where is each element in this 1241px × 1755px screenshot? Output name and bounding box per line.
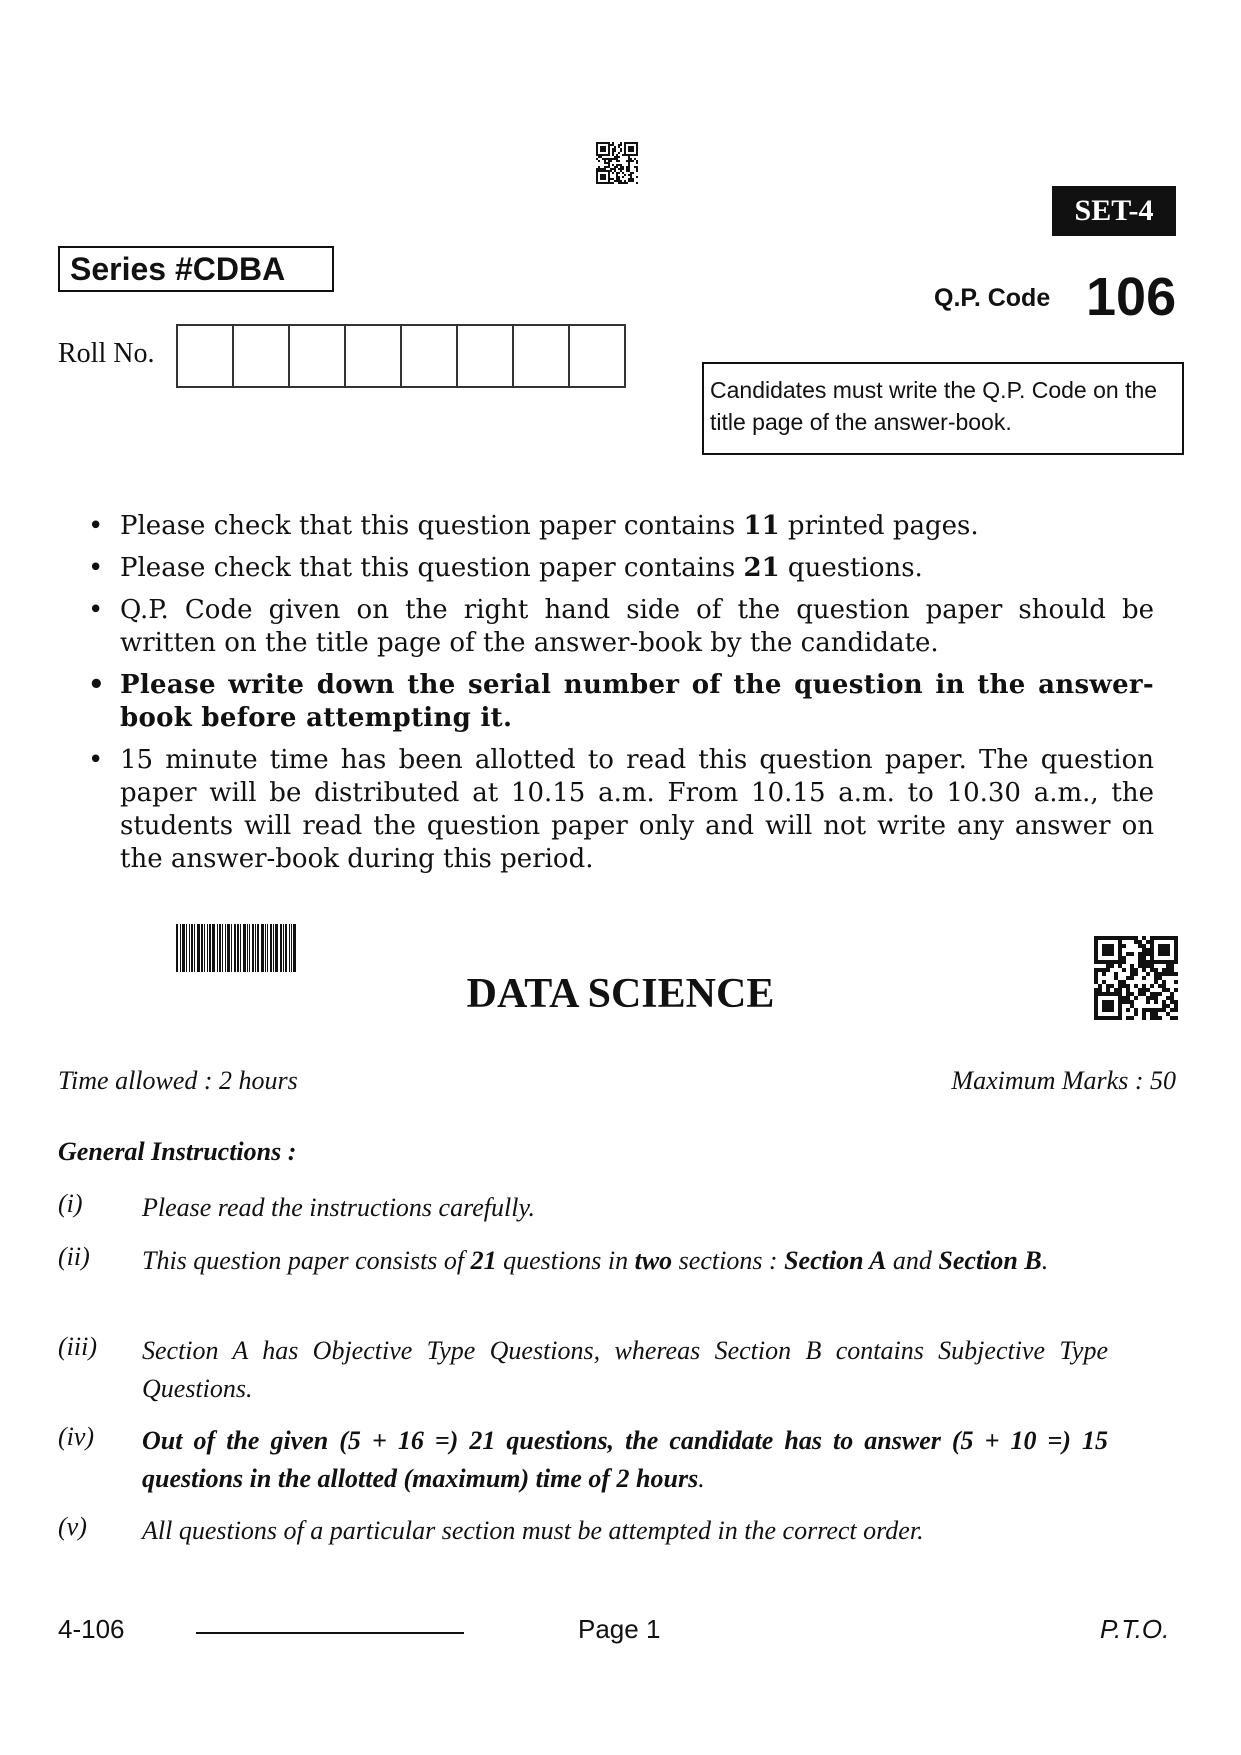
- instruction-text-part: two: [634, 1246, 673, 1275]
- series-label: Series #CDBA: [58, 246, 334, 292]
- maximum-marks: Maximum Marks : 50: [951, 1066, 1176, 1095]
- check-item: • Please write down the serial number of the question in the answer-book before attempting it.: [84, 669, 1154, 735]
- instruction-number: (iii): [58, 1332, 97, 1361]
- time-allowed: Time allowed : 2 hours: [58, 1066, 298, 1095]
- check-list: [84, 510, 1154, 885]
- instruction-text-part: Please read the instructions carefully.: [142, 1193, 536, 1222]
- instruction-number: (ii): [58, 1242, 90, 1271]
- instruction-number: (iv): [58, 1422, 95, 1451]
- instruction-number: (v): [58, 1512, 87, 1541]
- instruction-text-part: All questions of a particular section must be attempted in the correct order.: [142, 1516, 924, 1545]
- instruction-text-part: .: [1041, 1246, 1049, 1275]
- roll-number-label: Roll No.: [58, 338, 155, 369]
- footer-page-number: Page 1: [578, 1614, 661, 1644]
- check-item: • Please check that this question paper contains 11 printed pages.: [84, 510, 1154, 543]
- instruction-text: [142, 1422, 1108, 1498]
- roll-number-box[interactable]: [288, 324, 346, 388]
- instruction-text-part: Out of the given (5 + 16 =) 21 questions, the candidate has to answer (5 + 10 =) 15 questions in the allotted (maximum) time of 2 hours: [142, 1426, 1108, 1493]
- roll-number-box[interactable]: [456, 324, 514, 388]
- instruction-text-part: Section A has Objective Type Questions, whereas Section B contains Subjective Type Questions.: [142, 1336, 1108, 1403]
- instruction-text-part: .: [698, 1464, 705, 1493]
- barcode: [176, 924, 298, 972]
- roll-number-box[interactable]: [344, 324, 402, 388]
- instruction-text-part: sections :: [672, 1246, 785, 1275]
- footer-code: 4-106: [58, 1614, 125, 1644]
- set-badge: SET-4: [1052, 186, 1176, 236]
- roll-number-box[interactable]: [232, 324, 290, 388]
- roll-number-boxes: [178, 324, 626, 388]
- instruction-text-part: Section B: [938, 1246, 1042, 1275]
- instruction-text-part: This question paper consists of: [142, 1246, 471, 1275]
- qp-code-note: Candidates must write the Q.P. Code on the title page of the answer-book.: [702, 362, 1184, 455]
- roll-number-box[interactable]: [176, 324, 234, 388]
- instruction-text: [142, 1242, 1108, 1280]
- instruction-text-part: Section A: [784, 1246, 887, 1275]
- qr-code-top: [596, 142, 638, 184]
- subject-title: DATA SCIENCE: [466, 971, 775, 1017]
- instruction-text-part: and: [886, 1246, 939, 1275]
- instruction-number: (i): [58, 1189, 83, 1218]
- footer-pto: P.T.O.: [1100, 1614, 1170, 1644]
- instruction-text: [142, 1332, 1108, 1408]
- check-item: • Please check that this question paper contains 21 questions.: [84, 552, 1154, 585]
- instruction-text-part: questions in: [496, 1246, 635, 1275]
- instruction-text: [142, 1189, 1108, 1227]
- instruction-text-part: 21: [470, 1246, 497, 1275]
- check-item: • 15 minute time has been allotted to read this question paper. The question paper will be distributed at 10.15 a.m. From 10.15 a.m. to 10.30 a.m., the students will read the question paper only and will not write any answer on the answer-book during this period.: [84, 744, 1154, 876]
- roll-number-box[interactable]: [568, 324, 626, 388]
- roll-number-box[interactable]: [400, 324, 458, 388]
- instruction-text: [142, 1512, 1108, 1550]
- roll-number-box[interactable]: [512, 324, 570, 388]
- footer-divider: [196, 1632, 464, 1634]
- check-item: • Q.P. Code given on the right hand side of the question paper should be written on the title page of the answer-book by the candidate.: [84, 594, 1154, 660]
- qp-code-value: 106: [1086, 267, 1177, 327]
- qp-code-label: Q.P. Code: [934, 284, 1051, 312]
- general-instructions-heading: General Instructions :: [58, 1137, 297, 1166]
